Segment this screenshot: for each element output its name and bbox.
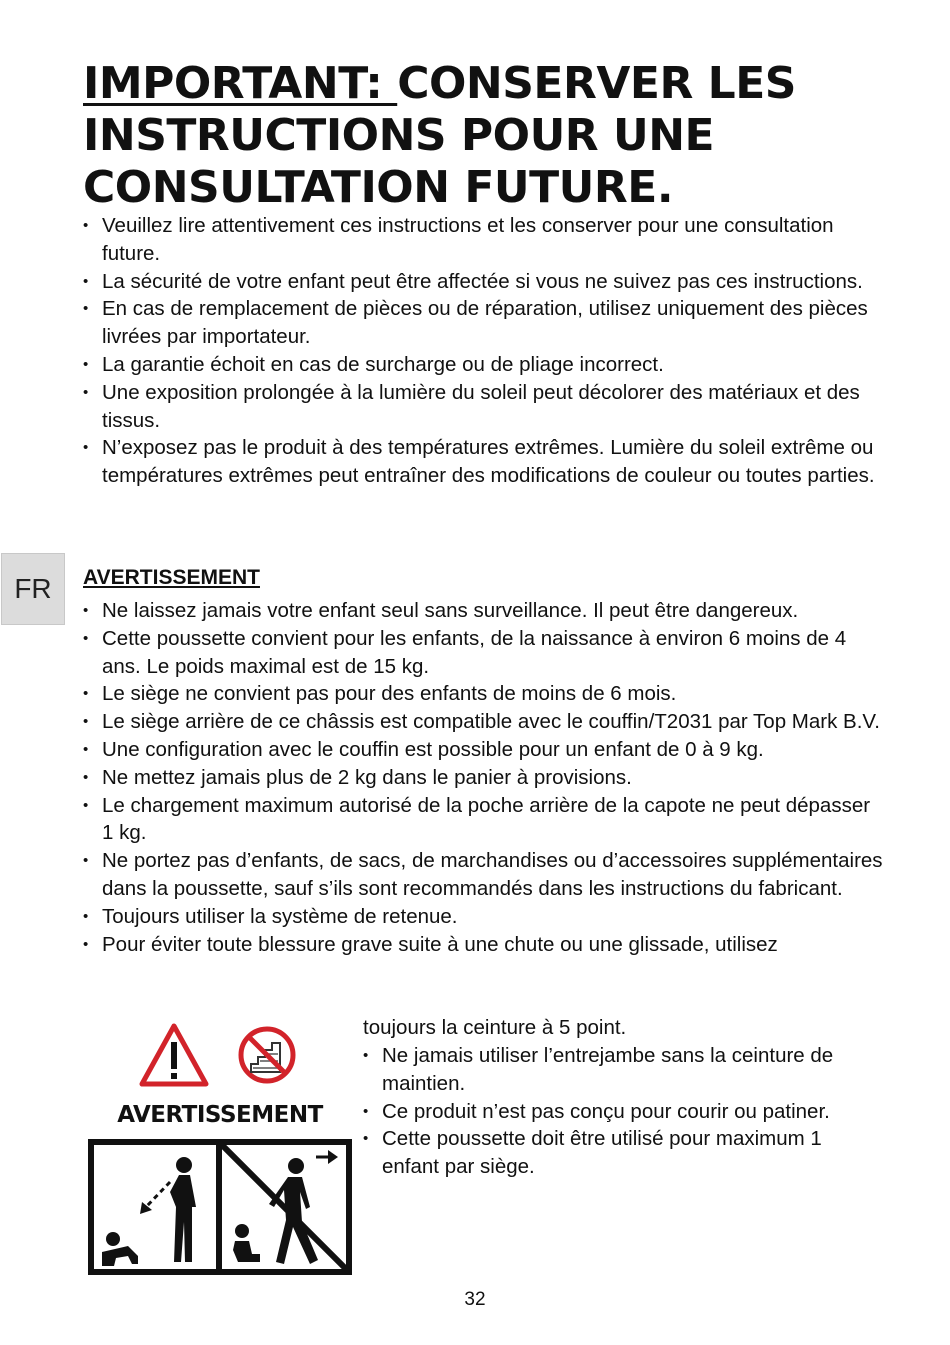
intro-item: • En cas de remplacement de pièces ou de réparation, utilisez uniquement des pièces livrées par importateur. bbox=[83, 295, 883, 351]
intro-item: • La sécurité de votre enfant peut être affectée si vous ne suivez pas ces instructions. bbox=[83, 268, 883, 296]
title-main: CONSERVER LES INSTRUCTIONS POUR UNE CONSULTATION FUTURE. bbox=[83, 58, 796, 213]
intro-list bbox=[83, 212, 883, 490]
intro-item: • La garantie échoit en cas de surcharge ou de pliage incorrect. bbox=[83, 351, 883, 379]
title-important: IMPORTANT: bbox=[83, 58, 398, 109]
intro-item: • N’exposez pas le produit à des températures extrêmes. Lumière du soleil extrême ou températures extrêmes peut entraîner des modifications de couleur ou toutes parties. bbox=[83, 434, 883, 490]
language-tab: FR bbox=[1, 553, 65, 625]
page-number: 32 bbox=[464, 1289, 486, 1310]
warning-graphic bbox=[88, 1022, 352, 1278]
warning-item: • Une configuration avec le couffin est possible pour un enfant de 0 à 9 kg. bbox=[83, 736, 883, 764]
warning-item: • Ne mettez jamais plus de 2 kg dans le panier à provisions. bbox=[83, 764, 883, 792]
warning-item: • Le chargement maximum autorisé de la poche arrière de la capote ne peut dépasser 1 kg. bbox=[83, 792, 883, 848]
graphic-label: AVERTISSEMENT bbox=[117, 1102, 323, 1128]
warning-item: • Toujours utiliser la système de retenue. bbox=[83, 903, 883, 931]
warning-pictograms bbox=[88, 1022, 352, 1278]
warning-item: • Cette poussette doit être utilisé pour maximum 1 enfant par siège. bbox=[363, 1125, 873, 1181]
warning-item: • Cette poussette convient pour les enfants, de la naissance à environ 6 moins de 4 ans. Le poids maximal est de 15 kg. bbox=[83, 625, 883, 681]
warning-item: • Pour éviter toute blessure grave suite à une chute ou une glissade, utilisez bbox=[83, 931, 883, 959]
warning-item: • Ne portez pas d’enfants, de sacs, de marchandises ou d’accessoires supplémentaires dans la poussette, sauf s’ils sont recommandés dans les instructions du fabricant. bbox=[83, 847, 883, 903]
warning-list-2 bbox=[363, 1042, 873, 1181]
warning-heading: AVERTISSEMENT bbox=[83, 566, 260, 589]
warning-item: • Ce produit n’est pas conçu pour courir ou patiner. bbox=[363, 1098, 873, 1126]
no-stairs-icon bbox=[241, 1029, 293, 1081]
warning-item: • Ne jamais utiliser l’entrejambe sans la ceinture de maintien. bbox=[363, 1042, 873, 1098]
warning-continuation: toujours la ceinture à 5 point. bbox=[363, 1016, 627, 1039]
intro-item: • Veuillez lire attentivement ces instructions et les conserver pour une consultation future. bbox=[83, 212, 883, 268]
warning-item: • Le siège arrière de ce châssis est compatible avec le couffin/T2031 par Top Mark B.V. bbox=[83, 708, 883, 736]
page-title bbox=[83, 58, 883, 214]
intro-item: • Une exposition prolongée à la lumière du soleil peut décolorer des matériaux et des tissus. bbox=[83, 379, 883, 435]
warning-triangle-icon bbox=[142, 1026, 206, 1084]
warning-list bbox=[83, 597, 883, 958]
warning-item: • Ne laissez jamais votre enfant seul sans surveillance. Il peut être dangereux. bbox=[83, 597, 883, 625]
warning-item: • Le siège ne convient pas pour des enfants de moins de 6 mois. bbox=[83, 680, 883, 708]
